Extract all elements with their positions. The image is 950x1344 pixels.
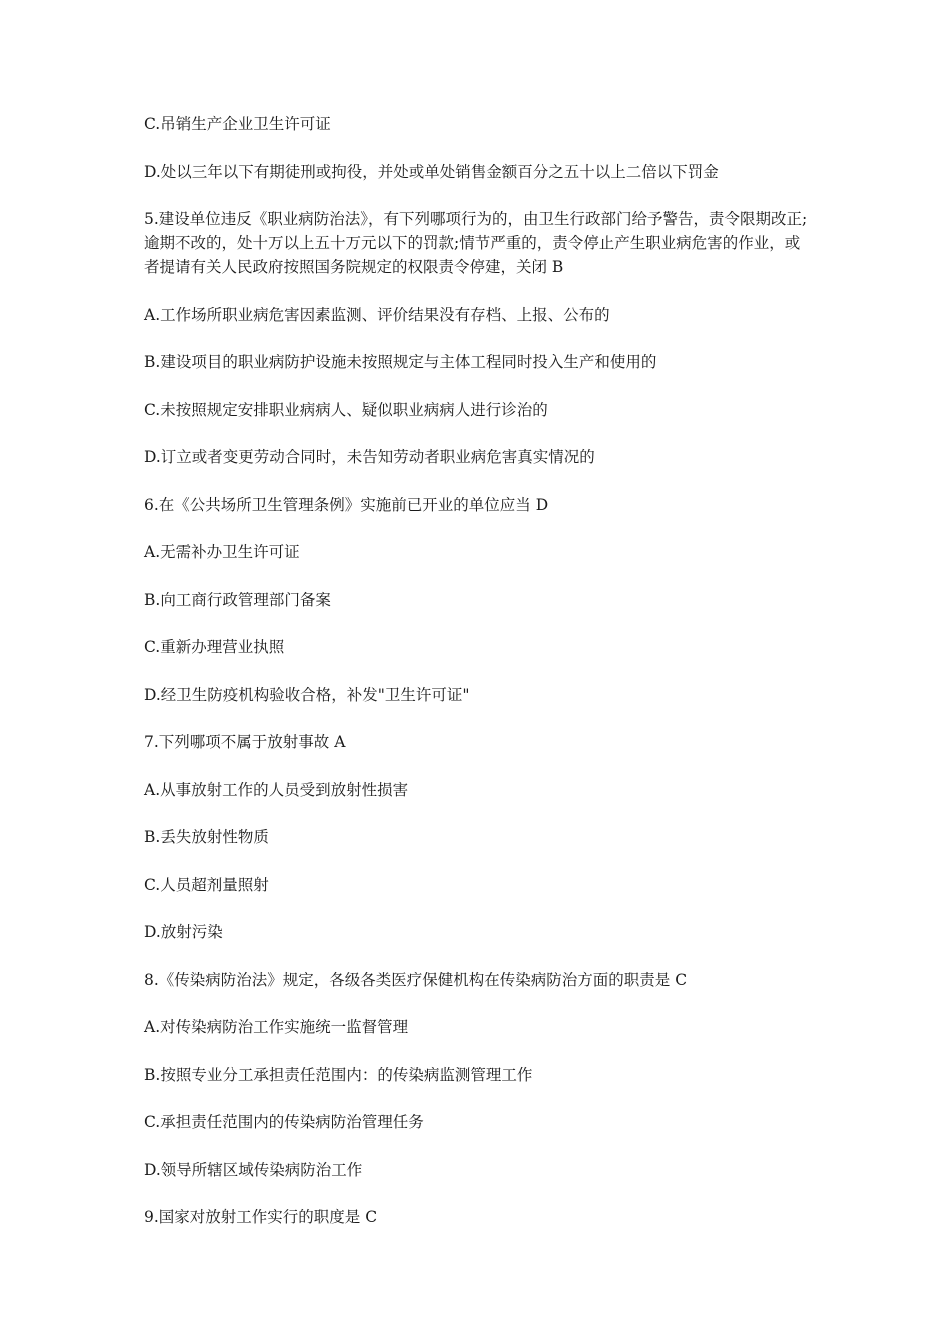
- option-d-q7: D.放射污染: [144, 923, 223, 941]
- option-c-q7: C.人员超剂量照射: [144, 875, 269, 894]
- option-c-q8: C.承担责任范围内的传染病防治管理任务: [144, 1113, 424, 1131]
- question-7: 7.下列哪项不属于放射事故 A: [144, 733, 346, 751]
- question-8: 8.《传染病防治法》规定，各级各类医疗保健机构在传染病防治方面的职责是 C: [144, 970, 688, 989]
- option-a-q5: A.工作场所职业病危害因素监测、评价结果没有存档、上报、公布的: [144, 305, 610, 324]
- option-a-q8: A.对传染病防治工作实施统一监督管理: [144, 1018, 409, 1036]
- option-a-q6: A.无需补办卫生许可证: [144, 543, 300, 561]
- option-b-q5: B.建设项目的职业病防护设施未按照规定与主体工程同时投入生产和使用的: [144, 353, 657, 371]
- question-6: 6.在《公共场所卫生管理条例》实施前已开业的单位应当 D: [144, 495, 549, 514]
- option-c-q6: C.重新办理营业执照: [144, 638, 285, 656]
- option-c-q4: C.吊销生产企业卫生许可证: [144, 115, 331, 133]
- question-5: 5.建设单位违反《职业病防治法》，有下列哪项行为的，由卫生行政部门给予警告，责令限期改正;逾期不改的，处十万以上五十万元以下的罚款;情节严重的，责令停止产生职业病危害的作业，或者提请有关人民政府按照国务院规定的权限责令停建，关闭 B: [144, 210, 808, 276]
- option-d-q6: D.经卫生防疫机构验收合格，补发"卫生许可证": [144, 685, 470, 704]
- option-b-q7: B.丢失放射性物质: [144, 828, 269, 846]
- option-d-q4: D.处以三年以下有期徒刑或拘役，并处或单处销售金额百分之五十以上二倍以下罚金: [144, 162, 719, 181]
- option-b-q8: B.按照专业分工承担责任范围内：的传染病监测管理工作: [144, 1065, 533, 1084]
- option-a-q7: A.从事放射工作的人员受到放射性损害: [144, 780, 409, 799]
- option-d-q8: D.领导所辖区域传染病防治工作: [144, 1160, 363, 1179]
- question-9: 9.国家对放射工作实行的职度是 C: [144, 1208, 378, 1226]
- option-c-q5: C.未按照规定安排职业病病人、疑似职业病病人进行诊治的: [144, 400, 548, 419]
- option-d-q5: D.订立或者变更劳动合同时，未告知劳动者职业病危害真实情况的: [144, 448, 595, 466]
- document-body: [144, 112, 810, 1253]
- option-b-q6: B.向工商行政管理部门备案: [144, 590, 331, 609]
